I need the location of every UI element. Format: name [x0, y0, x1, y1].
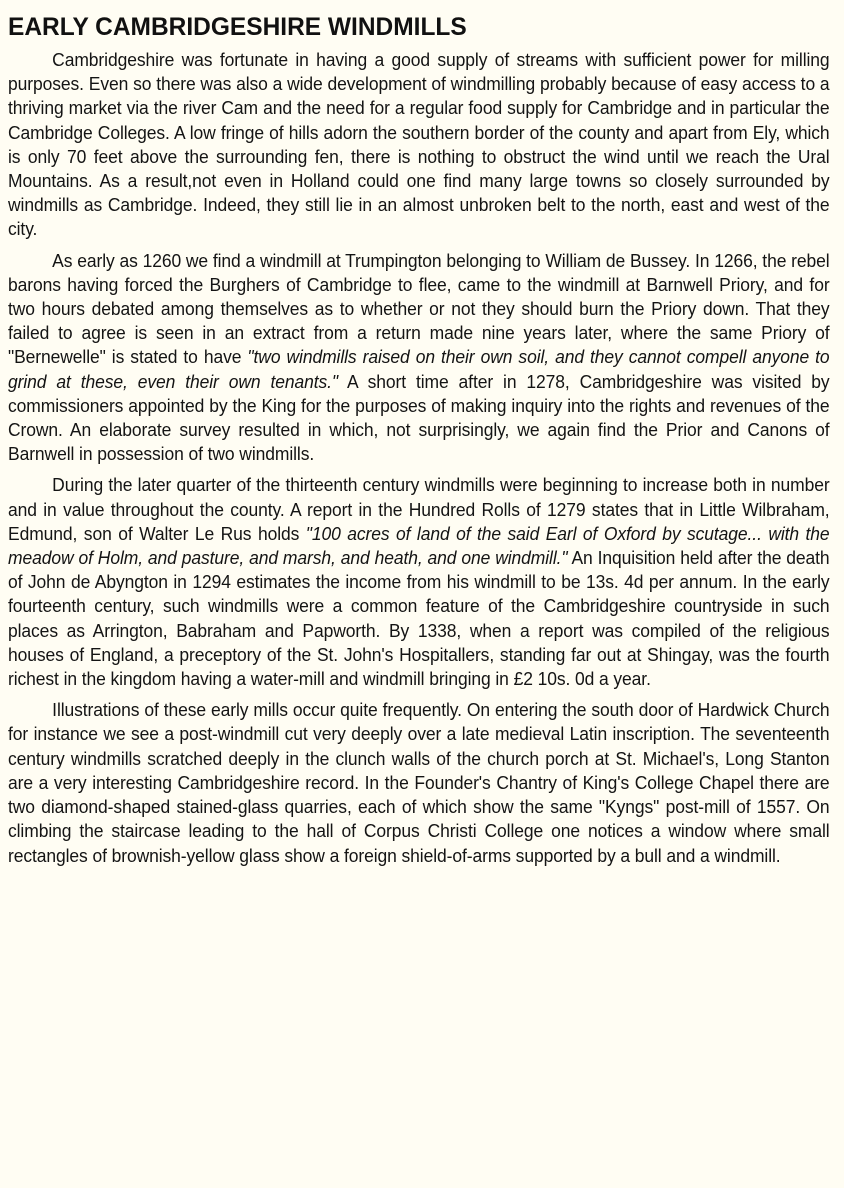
paragraph-3	[8, 473, 830, 691]
document-page	[8, 10, 830, 875]
paragraph-3-text-a: During the later quarter of the thirteenth century windmills were beginning to increase both in number and in value throughout the county. A report in the Hundred Rolls of 1279 states that in Little Wilbraham, Edmund, son of Walter Le Rus holds	[8, 474, 830, 544]
paragraph-1	[8, 48, 830, 242]
paragraph-2	[8, 249, 830, 467]
paragraph-3-text-b: An Inquisition held after the death of John de Abyngton in 1294 estimates the income from his windmill to be 13s. 4d per annum. In the early fourteenth century, such windmills were a common feature of the Cambridgeshire countryside in such places as Arrington, Babraham and Papworth. By 1338, when a report was compiled of the religious houses of England, a preceptory of the St. John's Hospitallers, standing far out at Shingay, was the fourth richest in the kingdom having a water-mill and windmill bringing in £2 10s. 0d a year.	[8, 547, 830, 690]
paragraph-1-text: Cambridgeshire was fortunate in having a good supply of streams with sufficient power for milling purposes. Even so there was also a wide development of windmilling probably because of easy access to a thriving market via the river Cam and the need for a regular food supply for Cambridge and in particular the Cambridge Colleges. A low fringe of hills adorn the southern border of the county and apart from Ely, which is only 70 feet above the surrounding fen, there is nothing to obstruct the wind until we reach the Ural Mountains. As a result,not even in Holland could one find many large towns so closely surrounded by windmills as Cambridge. Indeed, they still lie in an almost unbroken belt to the north, east and west of the city.	[8, 49, 830, 240]
paragraph-2-text-a: As early as 1260 we find a windmill at Trumpington belonging to William de Bussey. In 1266, the rebel barons having forced the Burghers of Cambridge to flee, came to the windmill at Barnwell Priory, and for two hours debated among themselves as to whether or not they should burn the Priory down. That they failed to agree is seen in an extract from a return made nine years later, where the same Priory of "Bernewelle" is stated to have	[8, 249, 830, 368]
page-title: EARLY CAMBRIDGESHIRE WINDMILLS	[8, 13, 467, 41]
paragraph-2-quote: "two windmills raised on their own soil, and they cannot compell anyone to grind at these, even their own tenants."	[8, 346, 830, 392]
paragraph-4	[8, 698, 830, 867]
paragraph-2-text-b: A short time after in 1278, Cambridgeshire was visited by commissioners appointed by the King for the purposes of making inquiry into the rights and revenues of the Crown. An elaborate survey resulted in which, not surprisingly, we again find the Prior and Canons of Barnwell in possession of two windmills.	[8, 370, 830, 465]
paragraph-4-text: Illustrations of these early mills occur quite frequently. On entering the south door of Hardwick Church for instance we see a post-windmill cut very deeply over a late medieval Latin inscription. The seventeenth century windmills scratched deeply in the clunch walls of the church porch at St. Michael's, Long Stanton are a very interesting Cambridgeshire record. In the Founder's Chantry of King's College Chapel there are two diamond-shaped stained-glass quarries, each of which show the same "Kyngs" post-mill of 1557. On climbing the staircase leading to the hall of Corpus Christi College one notices a window where small rectangles of brownish-yellow glass show a foreign shield-of-arms supported by a bull and a windmill.	[8, 699, 830, 866]
paragraph-3-quote: "100 acres of land of the said Earl of Oxford by scutage... with the meadow of Holm, and pasture, and marsh, and heath, and one windmill."	[8, 522, 830, 569]
